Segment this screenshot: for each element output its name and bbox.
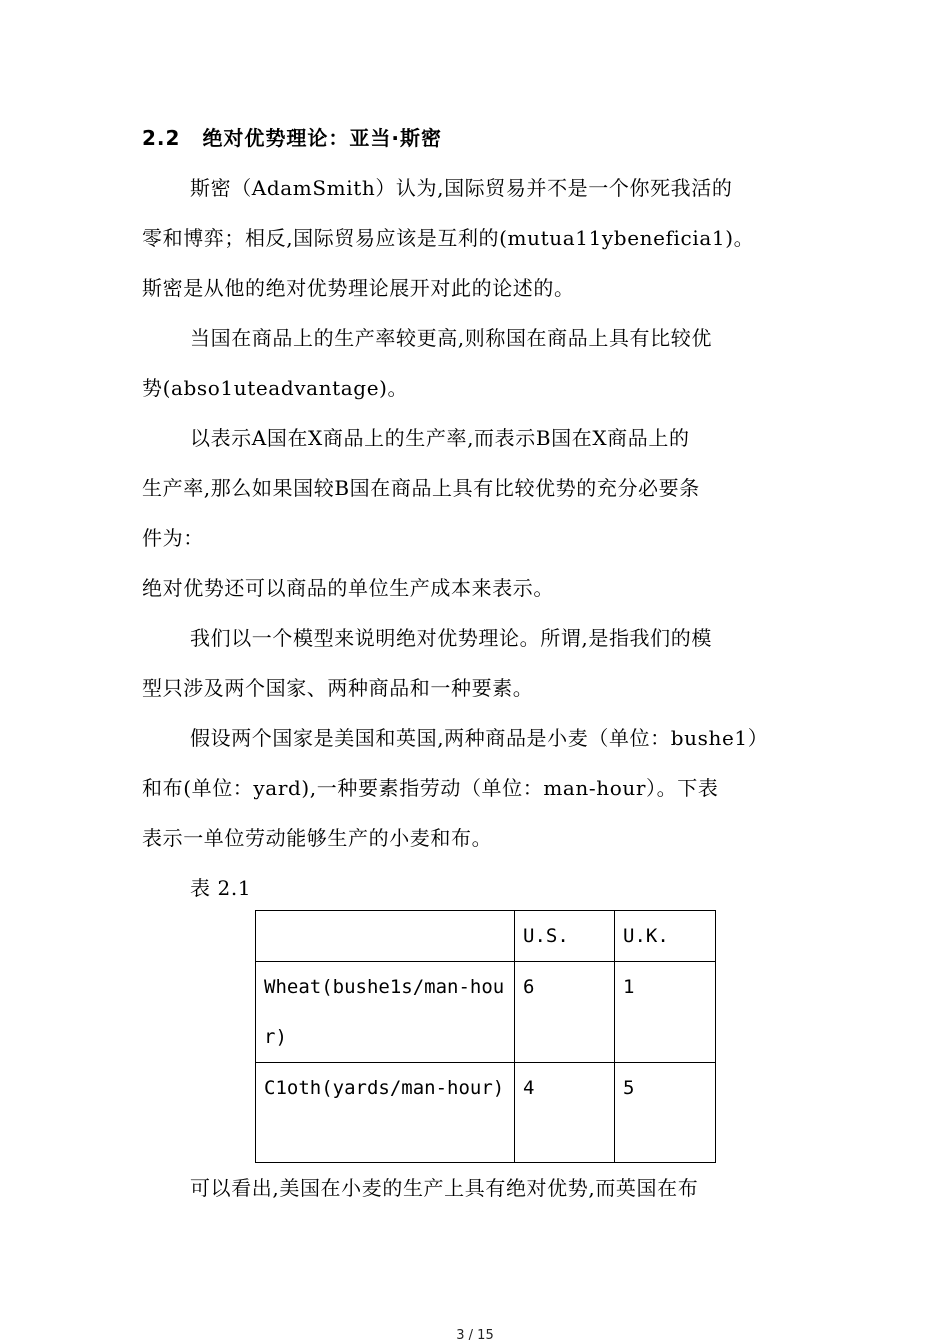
table-header-cell xyxy=(515,911,615,962)
table-row xyxy=(256,962,716,1063)
paragraph-line: 当国在商品上的生产率较更高,则称国在商品上具有比较优 xyxy=(190,326,712,350)
cell-text: 4 xyxy=(523,1077,535,1099)
table-cell xyxy=(515,1063,615,1163)
paragraph-line: 件为： xyxy=(142,526,204,550)
table-cell xyxy=(615,962,716,1063)
header-text: U.S. xyxy=(523,925,569,947)
paragraph-line: 可以看出,美国在小麦的生产上具有绝对优势,而英国在布 xyxy=(190,1176,699,1200)
header-text: U.K. xyxy=(623,925,669,947)
section-heading xyxy=(142,124,442,152)
section-title: 绝对优势理论：亚当·斯密 xyxy=(202,126,443,150)
paragraph-line: 以表示A国在X商品上的生产率,而表示B国在X商品上的 xyxy=(190,426,690,450)
paragraph-line: 零和博弈；相反,国际贸易应该是互利的(mutua11ybeneficia1)。 xyxy=(142,226,755,250)
paragraph-line: 表示一单位劳动能够生产的小麦和布。 xyxy=(142,826,493,850)
section-number: 2.2 xyxy=(142,126,181,150)
paragraph-line: 我们以一个模型来说明绝对优势理论。所谓,是指我们的模 xyxy=(190,626,712,650)
table-cell xyxy=(256,962,515,1063)
cell-text: 1 xyxy=(623,976,635,998)
table-header-cell xyxy=(256,911,515,962)
table-cell xyxy=(515,962,615,1063)
table-caption: 表 2.1 xyxy=(190,876,252,900)
paragraph-line: 生产率,那么如果国较B国在商品上具有比较优势的充分必要条 xyxy=(142,476,700,500)
paragraph-line: 势(abso1uteadvantage)。 xyxy=(142,376,409,400)
paragraph-line: 和布(单位：yard),一种要素指劳动（单位：man-hour）。下表 xyxy=(142,776,719,800)
table-row xyxy=(256,1063,716,1163)
page-number: 3 / 15 xyxy=(456,1328,494,1343)
productivity-table xyxy=(255,910,716,1163)
cell-text: 5 xyxy=(623,1077,635,1099)
paragraph-line: 型只涉及两个国家、两种商品和一种要素。 xyxy=(142,676,534,700)
table-header-row xyxy=(256,911,716,962)
table-cell xyxy=(256,1063,515,1163)
cell-text: 6 xyxy=(523,976,535,998)
cell-text: Wheat(bushe1s/man-hour) xyxy=(264,976,505,1048)
paragraph-line: 斯密是从他的绝对优势理论展开对此的论述的。 xyxy=(142,276,575,300)
paragraph-line: 假设两个国家是美国和英国,两种商品是小麦（单位：bushe1） xyxy=(190,726,769,750)
paragraph-line: 绝对优势还可以商品的单位生产成本来表示。 xyxy=(142,576,554,600)
table-cell xyxy=(615,1063,716,1163)
table-header-cell xyxy=(615,911,716,962)
paragraph-line: 斯密（AdamSmith）认为,国际贸易并不是一个你死我活的 xyxy=(190,176,733,200)
cell-text: C1oth(yards/man-hour) xyxy=(264,1077,505,1099)
